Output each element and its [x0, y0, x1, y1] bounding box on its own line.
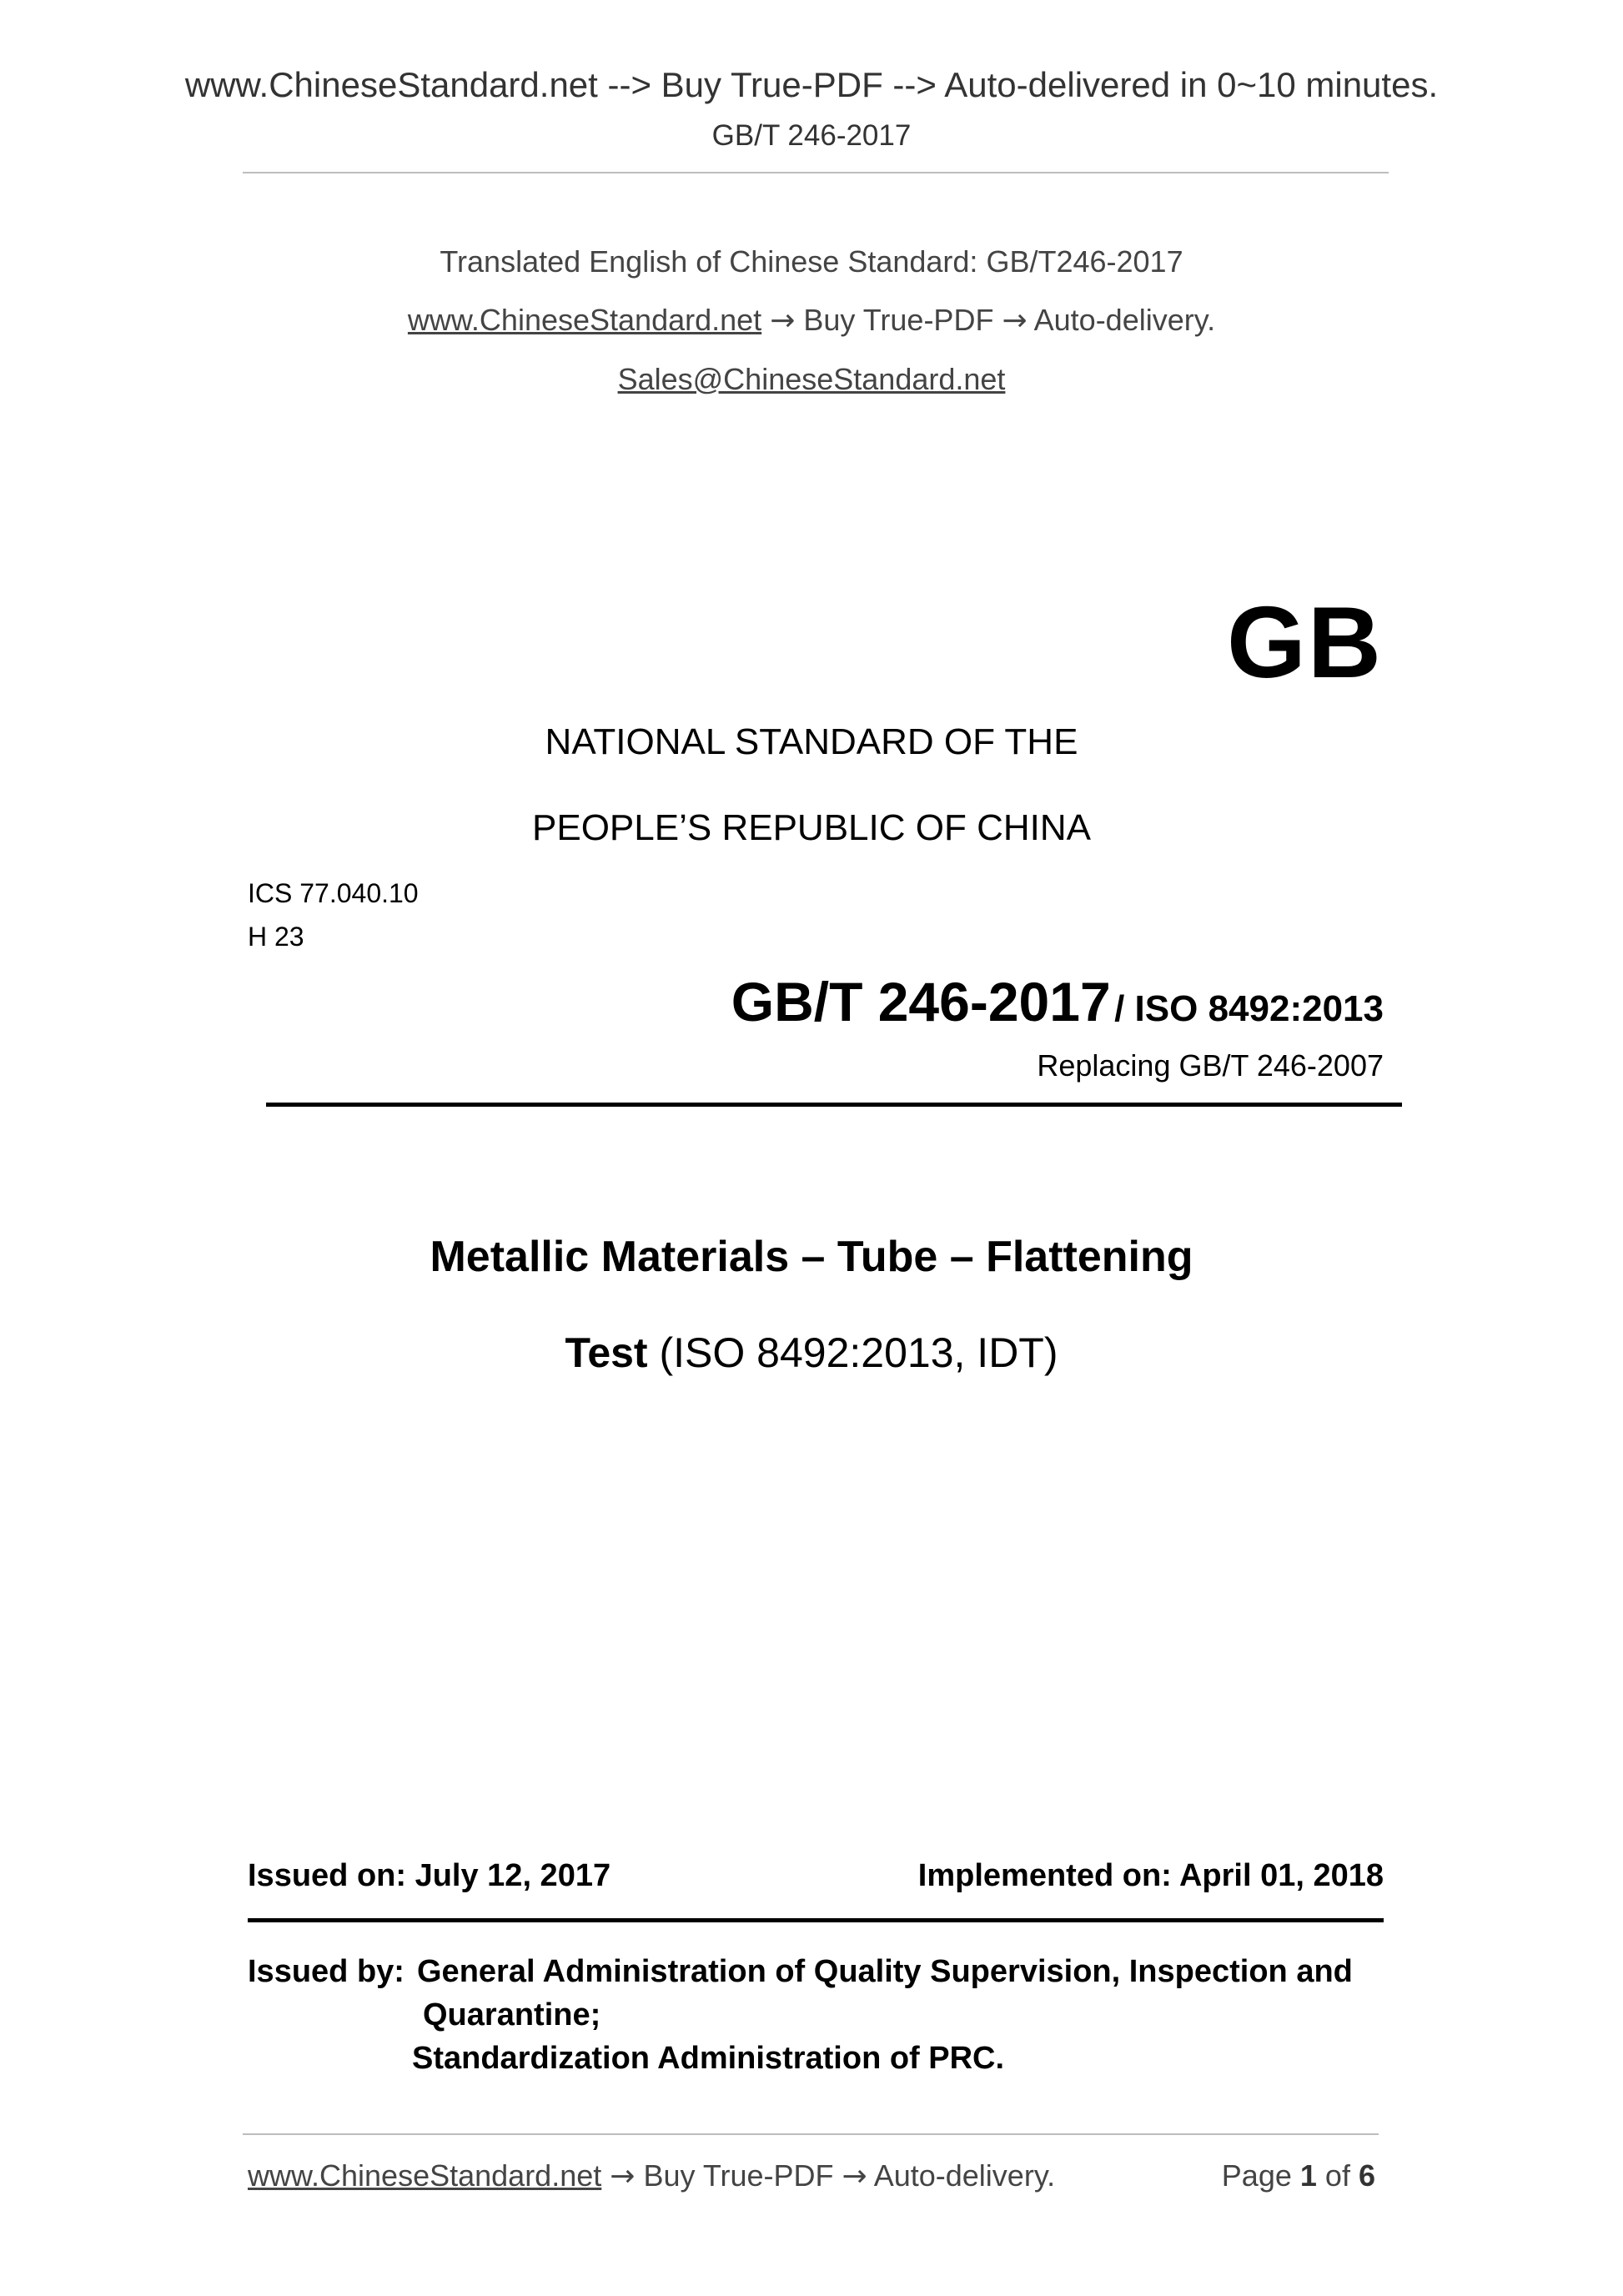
gb-mark: GB: [1227, 585, 1383, 699]
page-current: 1: [1299, 2158, 1317, 2193]
footer-auto-delivery-text: Auto-delivery.: [873, 2158, 1056, 2193]
standard-divider: [266, 1103, 1402, 1107]
arrow-right-icon: →: [1002, 304, 1028, 338]
sales-email-link[interactable]: Sales@ChineseStandard.net: [617, 362, 1006, 396]
standard-number: GB/T 246-2017: [731, 971, 1111, 1032]
standard-number-row: [731, 970, 1384, 1033]
national-standard-line-2: PEOPLE’S REPUBLIC OF CHINA: [532, 807, 1091, 848]
arrow-right-icon: →: [610, 2159, 636, 2193]
buy-true-pdf-text: Buy True-PDF: [803, 303, 994, 337]
issued-by-line-1: General Administration of Quality Supervision, Inspection and: [417, 1954, 1353, 1989]
footer-divider: [243, 2133, 1379, 2135]
auto-delivery-text: Auto-delivery.: [1033, 303, 1216, 337]
delivery-line: [0, 303, 1623, 338]
ics-code: ICS 77.040.10: [248, 878, 419, 908]
issued-by-label: Issued by:: [248, 1954, 404, 1989]
page-indicator: [1222, 2158, 1375, 2193]
sales-line: [0, 362, 1623, 397]
issued-by-line-2: Quarantine;: [423, 1997, 601, 2032]
document-title-line-2: [0, 1329, 1623, 1377]
document-title-line-1: Metallic Materials – Tube – Flattening: [430, 1233, 1193, 1281]
issued-by-line-3: Standardization Administration of PRC.: [412, 2041, 1005, 2076]
arrow-right-icon: →: [770, 304, 796, 338]
page-label: Page: [1221, 2158, 1292, 2193]
footer-buy-true-pdf-text: Buy True-PDF: [643, 2158, 834, 2193]
replacing-label: Replacing: [1037, 1048, 1171, 1083]
replacing-row: [1037, 1048, 1384, 1083]
header-standard-code: GB/T 246-2017: [711, 119, 912, 152]
replaced-standard-code: GB/T 246-2007: [1178, 1048, 1384, 1083]
page-total: 6: [1358, 2158, 1375, 2193]
arrow-right-icon: →: [842, 2159, 867, 2193]
iso-equivalent: / ISO 8492:2013: [1114, 988, 1384, 1029]
document-title-test: Test: [565, 1329, 648, 1376]
national-standard-line-1: NATIONAL STANDARD OF THE: [545, 721, 1078, 762]
footer-delivery-line: [248, 2158, 1055, 2193]
page-of-label: of: [1324, 2158, 1350, 2193]
site-link[interactable]: www.ChineseStandard.net: [407, 303, 762, 337]
footer-site-link[interactable]: www.ChineseStandard.net: [248, 2158, 602, 2193]
translated-standard-line: Translated English of Chinese Standard: GB/T246-2017: [440, 244, 1183, 279]
issued-on-date: Issued on: July 12, 2017: [248, 1858, 611, 1893]
document-title-iso-ref: (ISO 8492:2013, IDT): [659, 1329, 1058, 1376]
implemented-on-date: Implemented on: April 01, 2018: [917, 1858, 1384, 1893]
issue-divider: [248, 1918, 1384, 1922]
ccs-code: H 23: [248, 922, 304, 952]
top-banner: www.ChineseStandard.net --> Buy True-PDF --> Auto-delivered in 0~10 minutes.: [184, 65, 1439, 104]
header-divider: [243, 172, 1389, 173]
